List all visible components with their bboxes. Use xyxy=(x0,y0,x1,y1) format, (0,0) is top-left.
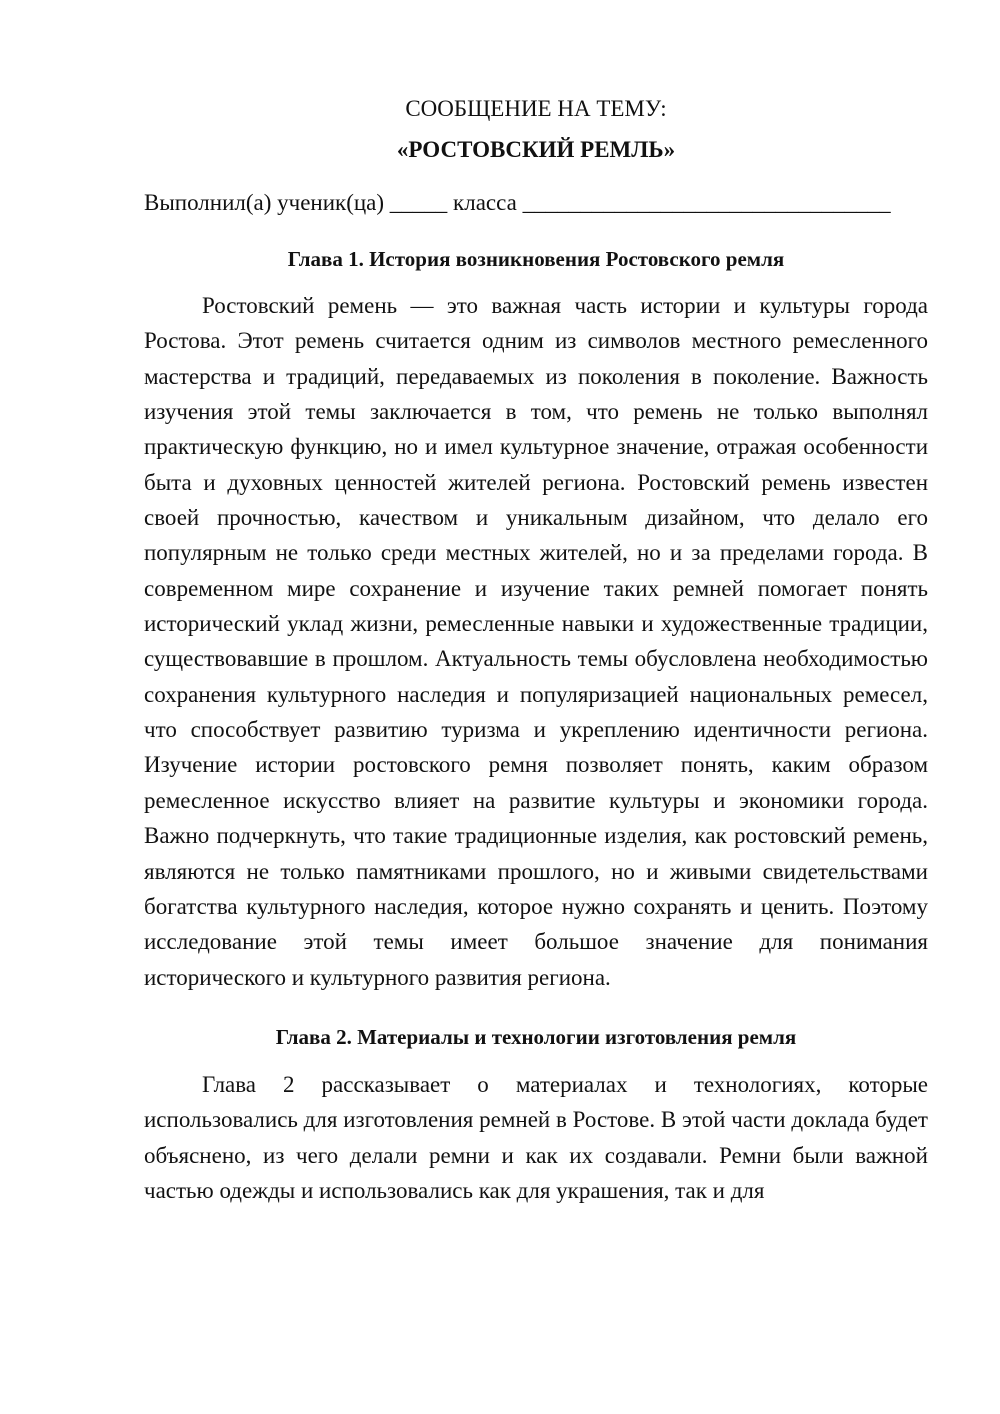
document-topic: «РОСТОВСКИЙ РЕМЛЬ» xyxy=(396,137,676,162)
chapter-1-title: Глава 1. История возникновения Ростовского ремля xyxy=(287,247,785,271)
document-page xyxy=(144,92,928,1208)
chapter-2-title: Глава 2. Материалы и технологии изготовления ремля xyxy=(275,1024,797,1049)
chapter-2-paragraph: Глава 2 рассказывает о материалах и технологиях, которые использовались для изготовления ремней в Ростове. В этой части доклада будет объяснено, из чего делали ремни и как их создавали. Ремни были важной частью одежды и использовались как для украшения, так и для xyxy=(144,1071,928,1203)
document-title: СООБЩЕНИЕ НА ТЕМУ: xyxy=(405,96,667,121)
chapter-1-paragraph: Ростовский ремень — это важная часть истории и культуры города Ростова. Этот ремень считается одним из символов местного ремесленного мастерства и традиций, передаваемых из поколения в поколение. Важность изучения этой темы заключается в том, что ремень не только выполнял практическую функцию, но и имел культурное значение, отражая особенности быта и духовных ценностей жителей региона. Ростовский ремень известен своей прочностью, качеством и уникальным дизайном, что делало его популярным не только среди местных жителей, но и за пределами города. В современном мире сохранение и изучение таких ремней помогает понять исторический уклад жизни, ремесленные навыки и художественные традиции, существовавшие в прошлом. Актуальность темы обусловлена необходимостью сохранения культурного наследия и популяризацией национальных ремесел, что способствует развитию туризма и укреплению идентичности региона. Изучение истории ростовского ремня позволяет понять, каким образом ремесленное искусство влияет на развитие культуры и экономики города. Важно подчеркнуть, что такие традиционные изделия, как ростовский ремень, являются не только памятниками прошлого, но и живыми свидетельствами богатства культурного наследия, которое нужно сохранять и ценить. Поэтому исследование этой темы имеет большое значение для понимания исторического и культурного развития региона. xyxy=(144,293,928,990)
performer-line: Выполнил(а) ученик(ца) _____ класса ________________________________ xyxy=(144,190,891,215)
